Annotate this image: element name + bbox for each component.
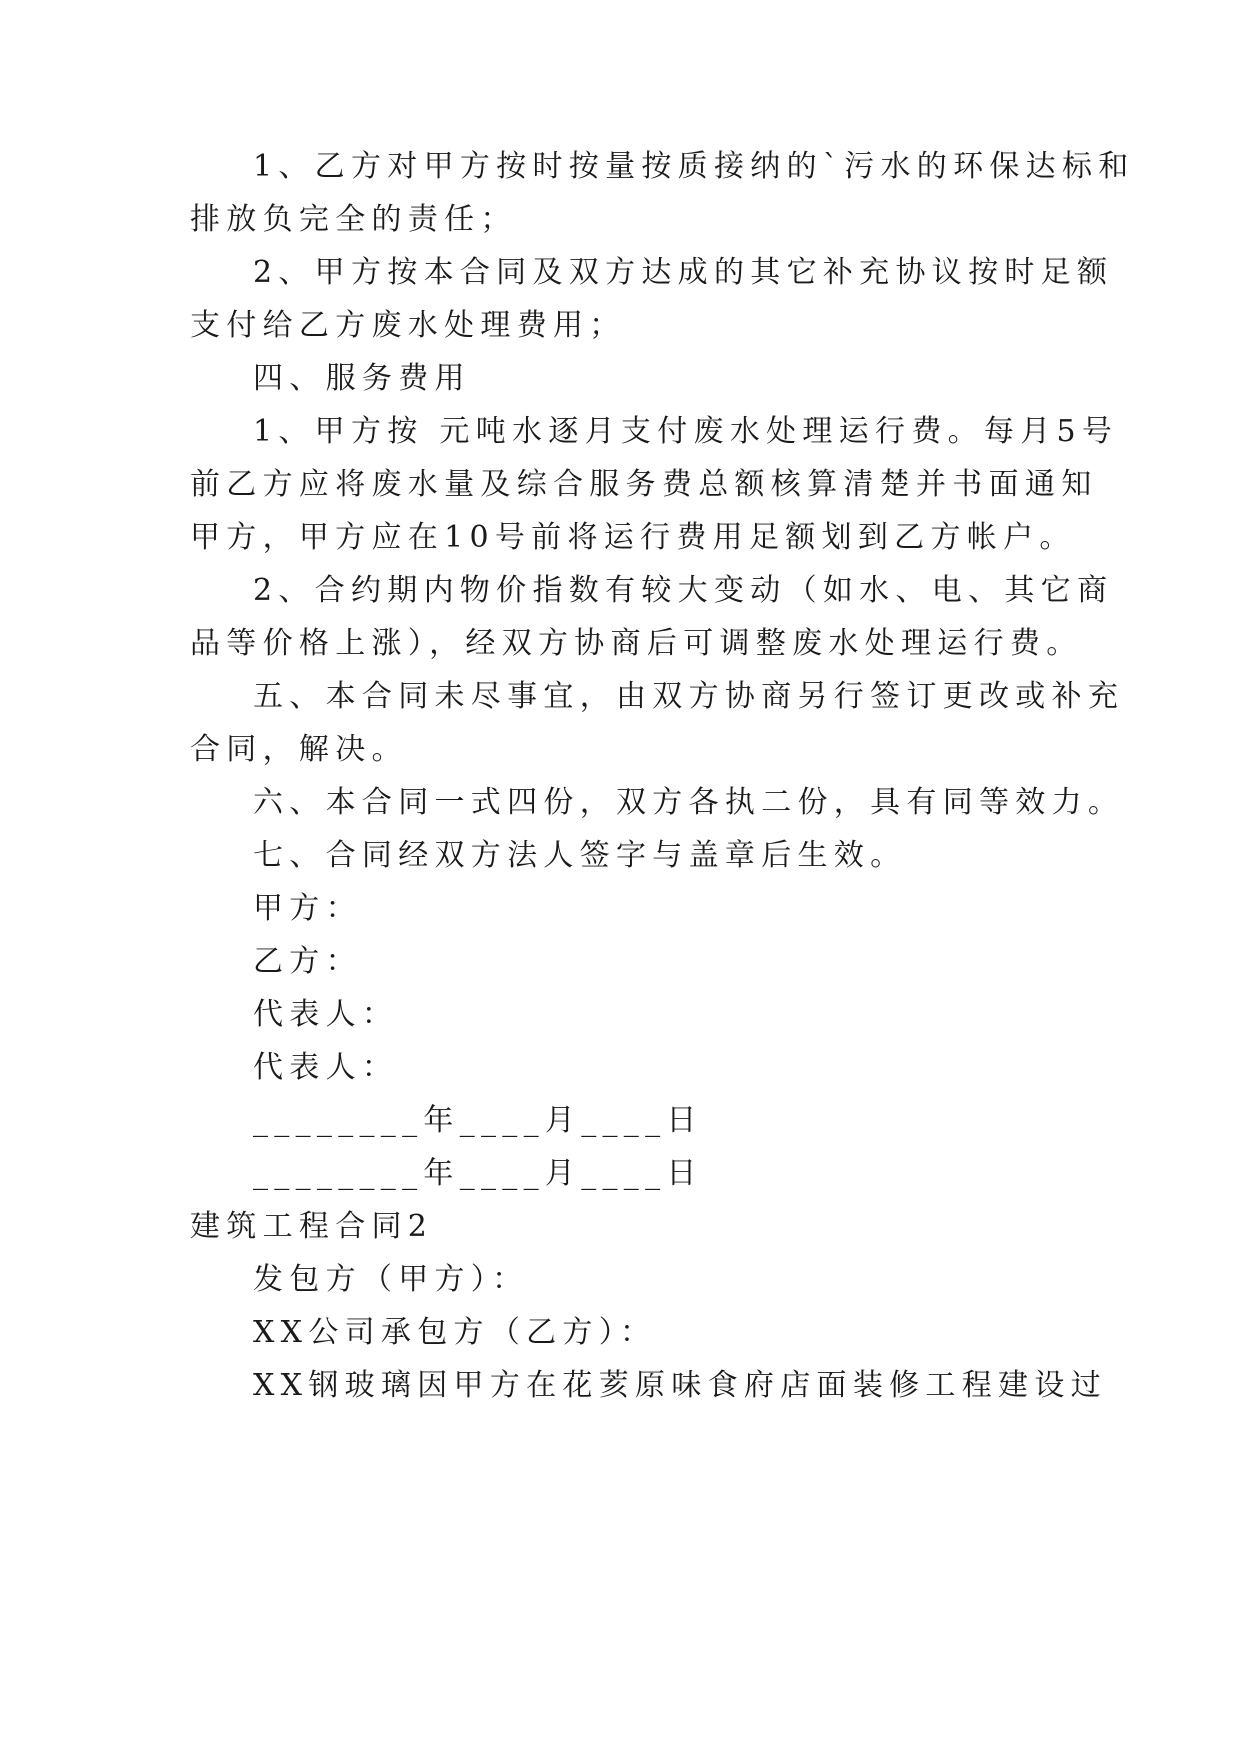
section-5-line-1: 五、本合同未尽事宜，由双方协商另行签订更改或补充 <box>253 679 1125 714</box>
representative-b-label: 代表人： <box>253 1050 399 1085</box>
clause-3-1-line-1: 1、乙方对甲方按时按量按质接纳的`污水的环保达标和 <box>253 149 1135 184</box>
contract-2-preamble: XX钢玻璃因甲方在花荄原味食府店面装修工程建设过 <box>253 1368 1107 1403</box>
clause-4-1-line-3: 甲方，甲方应在10号前将运行费用足额划到乙方帐户。 <box>190 520 1076 555</box>
contract-2-title: 建筑工程合同2 <box>190 1209 434 1244</box>
clause-3-1-line-2: 排放负完全的责任； <box>190 202 517 237</box>
date-line-b: ________年____月____日 <box>253 1156 703 1191</box>
contractor-label: XX公司承包方（乙方）： <box>253 1315 657 1350</box>
clause-4-1-line-2: 前乙方应将废水量及综合服务费总额核算清楚并书面通知 <box>190 467 1098 502</box>
clause-4-2-line-1: 2、合约期内物价指数有较大变动（如水、电、其它商 <box>253 573 1114 608</box>
section-5-line-2: 合同，解决。 <box>190 732 408 767</box>
clause-4-1-line-1: 1、甲方按 元吨水逐月支付废水处理运行费。每月5号 <box>253 414 1119 449</box>
clause-3-2-line-2: 支付给乙方废水处理费用； <box>190 308 626 343</box>
section-6: 六、本合同一式四份，双方各执二份，具有同等效力。 <box>253 785 1125 820</box>
section-4-heading: 四、服务费用 <box>253 361 471 396</box>
clause-4-2-line-2: 品等价格上涨），经双方协商后可调整废水处理运行费。 <box>190 626 1083 661</box>
representative-a-label: 代表人： <box>253 997 399 1032</box>
party-b-label: 乙方： <box>253 944 362 979</box>
date-line-a: ________年____月____日 <box>253 1103 703 1138</box>
employer-label: 发包方（甲方）： <box>253 1262 529 1297</box>
party-a-label: 甲方： <box>253 891 362 926</box>
clause-3-2-line-1: 2、甲方按本合同及双方达成的其它补充协议按时足额 <box>253 255 1114 290</box>
section-7: 七、合同经双方法人签字与盖章后生效。 <box>253 838 907 873</box>
